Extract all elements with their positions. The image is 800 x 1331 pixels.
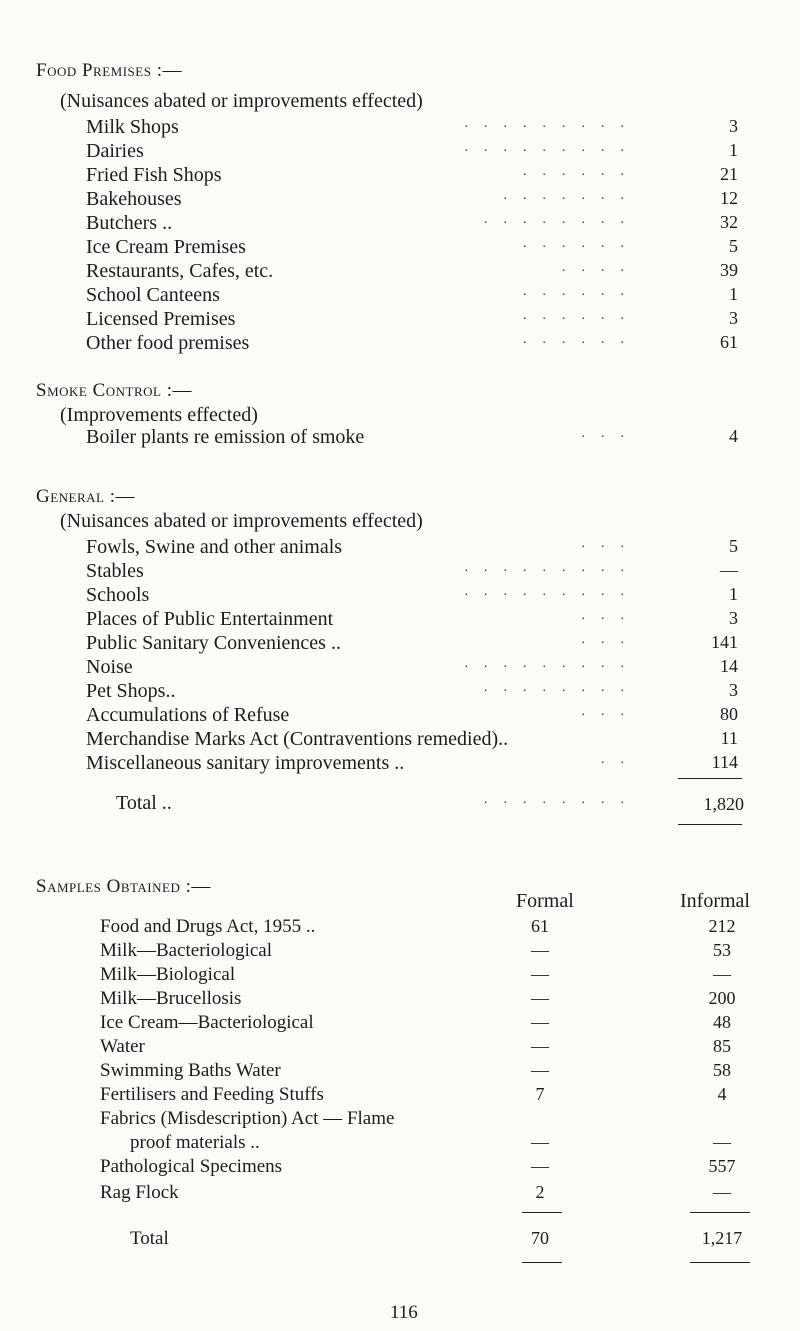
list-item bbox=[0, 332, 800, 356]
leader-dots: ... bbox=[581, 426, 640, 441]
samples-total-label: Total bbox=[130, 1228, 169, 1249]
row-label: School Canteens bbox=[86, 284, 220, 306]
list-item bbox=[0, 704, 800, 728]
divider bbox=[522, 1212, 562, 1213]
divider bbox=[522, 1262, 562, 1263]
table-row bbox=[0, 1036, 800, 1060]
row-label: Restaurants, Cafes, etc. bbox=[86, 260, 274, 282]
row-value: 3 bbox=[729, 308, 738, 328]
leader-dots: ......... bbox=[464, 140, 640, 155]
divider bbox=[678, 824, 742, 825]
list-item bbox=[0, 752, 800, 776]
table-row bbox=[0, 1108, 800, 1132]
informal-value: 58 bbox=[713, 1060, 731, 1080]
row-label: Other food premises bbox=[86, 332, 250, 354]
row-value: 3 bbox=[729, 116, 738, 136]
table-row bbox=[0, 940, 800, 964]
general-heading: General :— bbox=[36, 486, 136, 507]
formal-value: 2 bbox=[535, 1182, 545, 1202]
sample-label: Milk—Brucellosis bbox=[100, 988, 242, 1009]
formal-value: — bbox=[531, 940, 549, 960]
sample-label: Food and Drugs Act, 1955 .. bbox=[100, 916, 316, 937]
row-value: 80 bbox=[720, 704, 738, 724]
list-item bbox=[0, 212, 800, 236]
leader-dots: ... bbox=[581, 536, 640, 551]
table-row bbox=[0, 988, 800, 1012]
leader-dots: ........ bbox=[484, 212, 640, 227]
leader-dots: ......... bbox=[464, 560, 640, 575]
row-value: 1 bbox=[729, 584, 738, 604]
leader-dots: .... bbox=[562, 260, 640, 275]
leader-dots: ......... bbox=[464, 584, 640, 599]
leader-dots: ... bbox=[581, 632, 640, 647]
smoke-control-subheading: (Improvements effected) bbox=[60, 404, 258, 426]
row-value: 114 bbox=[711, 752, 738, 772]
row-value: 1 bbox=[729, 140, 738, 160]
row-value: 32 bbox=[720, 212, 738, 232]
informal-value: — bbox=[713, 1182, 731, 1202]
informal-value: 85 bbox=[713, 1036, 731, 1056]
sample-label: Pathological Specimens bbox=[100, 1156, 283, 1177]
table-row bbox=[0, 1084, 800, 1108]
row-value: 39 bbox=[720, 260, 738, 280]
informal-value: 48 bbox=[713, 1012, 731, 1032]
list-item bbox=[0, 680, 800, 704]
row-label: Ice Cream Premises bbox=[86, 236, 246, 258]
row-value: 61 bbox=[720, 332, 738, 352]
row-label: Miscellaneous sanitary improvements .. bbox=[86, 752, 405, 774]
list-item bbox=[0, 728, 800, 752]
list-item bbox=[0, 560, 800, 584]
sample-label: Fabrics (Misdescription) Act — Flame bbox=[100, 1108, 395, 1129]
food-premises-heading: Food Premises :— bbox=[36, 60, 182, 81]
sample-label: Swimming Baths Water bbox=[100, 1060, 281, 1081]
row-value: 14 bbox=[720, 656, 738, 676]
row-value: — bbox=[720, 560, 738, 580]
table-row bbox=[0, 964, 800, 988]
informal-value: 200 bbox=[708, 988, 736, 1008]
informal-value: 212 bbox=[708, 916, 736, 936]
table-row bbox=[0, 916, 800, 940]
leader-dots: .. bbox=[601, 752, 640, 767]
row-label: Stables bbox=[86, 560, 144, 582]
leader-dots: ... bbox=[581, 704, 640, 719]
table-row bbox=[0, 1060, 800, 1084]
list-item bbox=[0, 140, 800, 164]
row-value: 11 bbox=[720, 728, 738, 748]
table-row bbox=[0, 1156, 800, 1180]
sample-label: Fertilisers and Feeding Stuffs bbox=[100, 1084, 324, 1105]
list-item bbox=[0, 188, 800, 212]
row-value: 4 bbox=[729, 426, 738, 446]
leader-dots: ....... bbox=[503, 188, 640, 203]
list-item bbox=[0, 236, 800, 260]
leader-dots: ......... bbox=[464, 656, 640, 671]
formal-value: — bbox=[531, 1036, 549, 1056]
list-item bbox=[0, 308, 800, 332]
formal-value: — bbox=[531, 1012, 549, 1032]
sample-label: Milk—Bacteriological bbox=[100, 940, 273, 961]
leader-dots: ...... bbox=[523, 284, 640, 299]
general-total-label: Total .. bbox=[116, 792, 172, 814]
leader-dots: ...... bbox=[523, 332, 640, 347]
formal-value: — bbox=[531, 1156, 549, 1176]
list-item bbox=[0, 164, 800, 188]
row-label: Fried Fish Shops bbox=[86, 164, 222, 186]
leader-dots: ...... bbox=[523, 308, 640, 323]
informal-column-header: Informal bbox=[680, 890, 750, 912]
row-label: Butchers .. bbox=[86, 212, 173, 234]
informal-value: 4 bbox=[717, 1084, 727, 1104]
row-label: Milk Shops bbox=[86, 116, 179, 138]
list-item bbox=[0, 656, 800, 680]
list-item bbox=[0, 284, 800, 308]
divider bbox=[678, 778, 742, 779]
row-label: Dairies bbox=[86, 140, 144, 162]
formal-value: 7 bbox=[535, 1084, 545, 1104]
row-label: Places of Public Entertainment bbox=[86, 608, 334, 630]
row-label: Licensed Premises bbox=[86, 308, 236, 330]
leader-dots: ........ bbox=[484, 792, 640, 807]
row-value: 141 bbox=[711, 632, 738, 652]
formal-value: — bbox=[531, 1060, 549, 1080]
list-item bbox=[0, 116, 800, 140]
sample-label: Rag Flock bbox=[100, 1182, 179, 1203]
sample-label: Ice Cream—Bacteriological bbox=[100, 1012, 314, 1033]
list-item bbox=[0, 584, 800, 608]
informal-value: 557 bbox=[708, 1156, 736, 1176]
row-label: Accumulations of Refuse bbox=[86, 704, 290, 726]
row-label: Public Sanitary Conveniences .. bbox=[86, 632, 341, 654]
leader-dots: ........ bbox=[484, 680, 640, 695]
list-item bbox=[0, 608, 800, 632]
list-item bbox=[0, 536, 800, 560]
food-premises-subheading: (Nuisances abated or improvements effected) bbox=[60, 90, 423, 112]
row-label: Bakehouses bbox=[86, 188, 182, 210]
smoke-control-heading: Smoke Control :— bbox=[36, 380, 193, 401]
leader-dots: ...... bbox=[523, 164, 640, 179]
samples-total-informal: 1,217 bbox=[701, 1228, 743, 1248]
row-value: 5 bbox=[729, 236, 738, 256]
list-item bbox=[0, 260, 800, 284]
row-value: 3 bbox=[729, 680, 738, 700]
samples-total-row bbox=[0, 1228, 800, 1252]
sample-label: Milk—Biological bbox=[100, 964, 236, 985]
row-value: 1 bbox=[729, 284, 738, 304]
informal-value: 53 bbox=[713, 940, 731, 960]
list-item bbox=[0, 632, 800, 656]
formal-value: — bbox=[531, 964, 549, 984]
row-label: Fowls, Swine and other animals bbox=[86, 536, 343, 558]
formal-value: 61 bbox=[531, 916, 549, 936]
sample-label: proof materials .. bbox=[130, 1132, 260, 1153]
formal-column-header: Formal bbox=[516, 890, 574, 912]
row-value: 3 bbox=[729, 608, 738, 628]
leader-dots: ......... bbox=[464, 116, 640, 131]
row-value: 5 bbox=[729, 536, 738, 556]
formal-value: — bbox=[531, 988, 549, 1008]
general-subheading: (Nuisances abated or improvements effected) bbox=[60, 510, 423, 532]
samples-heading: Samples Obtained :— bbox=[36, 876, 211, 897]
row-label: Noise bbox=[86, 656, 133, 678]
formal-value: — bbox=[531, 1132, 549, 1152]
row-label: Schools bbox=[86, 584, 150, 606]
table-row bbox=[0, 1182, 800, 1206]
list-item bbox=[0, 426, 800, 450]
table-row bbox=[0, 1132, 800, 1156]
sample-label: Water bbox=[100, 1036, 145, 1057]
leader-dots: ... bbox=[581, 608, 640, 623]
row-value: 12 bbox=[720, 188, 738, 208]
general-total-value: 1,820 bbox=[703, 794, 744, 814]
row-label: Merchandise Marks Act (Contraventions remedied).. bbox=[86, 728, 509, 750]
row-label: Boiler plants re emission of smoke bbox=[86, 426, 365, 448]
row-label: Pet Shops.. bbox=[86, 680, 176, 702]
informal-value: — bbox=[713, 964, 731, 984]
samples-total-formal: 70 bbox=[531, 1228, 549, 1248]
page-number: 116 bbox=[390, 1302, 418, 1323]
table-row bbox=[0, 1012, 800, 1036]
informal-value: — bbox=[713, 1132, 731, 1152]
leader-dots: ...... bbox=[523, 236, 640, 251]
divider bbox=[690, 1212, 750, 1213]
divider bbox=[690, 1262, 750, 1263]
row-value: 21 bbox=[720, 164, 738, 184]
